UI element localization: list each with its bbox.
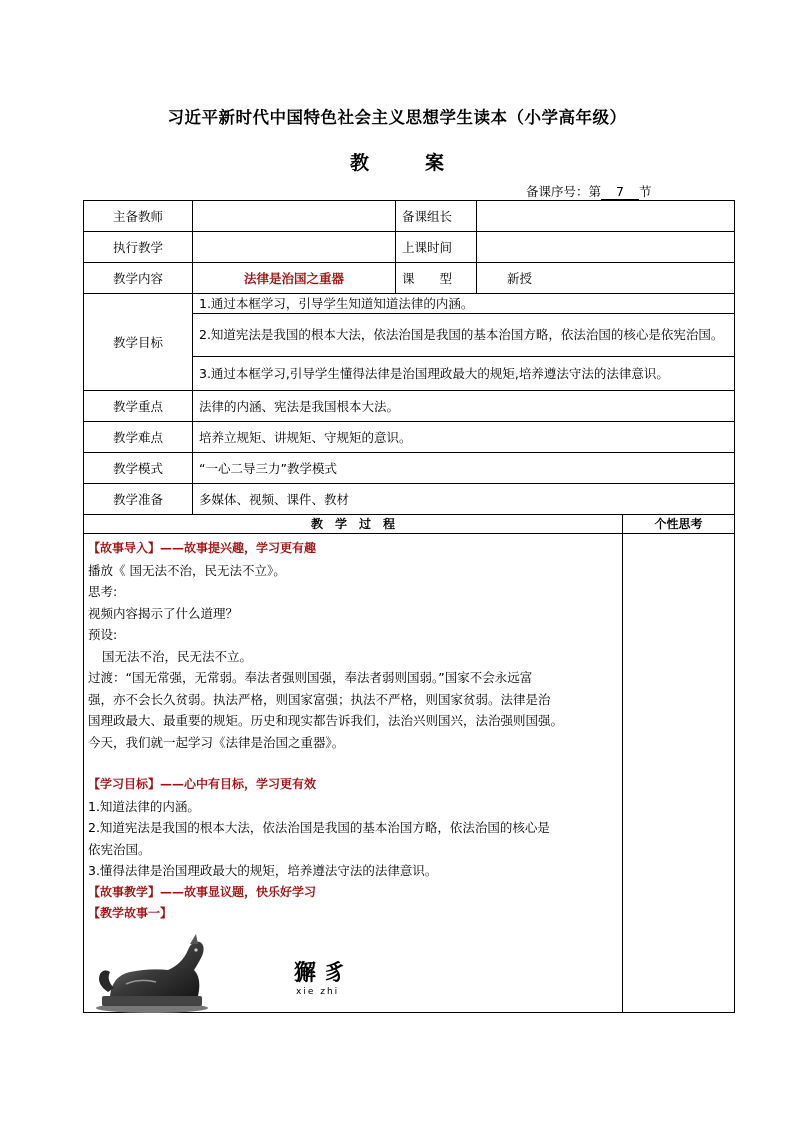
doc-title: 习近平新时代中国特色社会主义思想学生读本（小学高年级） <box>167 108 627 127</box>
section-story-one: 【教学故事一】 <box>88 906 173 920</box>
goals-label: 教学目标 <box>84 294 193 391</box>
text-line: 过渡：“国无常强，无常弱。奉法者强则国强，奉法者弱则国弱。”国家不会永远富 <box>88 670 533 685</box>
serial-number: 7 <box>601 185 639 200</box>
doc-subtitle <box>0 148 794 175</box>
text-line: 思考: <box>88 584 118 599</box>
process-head-char: 学 <box>334 517 347 531</box>
process-head-char: 程 <box>383 517 396 531</box>
lead-teacher-value <box>193 201 396 232</box>
section-story-teaching: 【故事教学】——故事显议题，快乐好学习 <box>88 884 317 899</box>
process-head-char: 过 <box>359 517 372 531</box>
reflection-header: 个性思考 <box>623 515 735 534</box>
text-line: 播放《 国无法不治，民无法不立》。 <box>88 562 286 578</box>
goal-item-3: 3.通过本框学习,引导学生懂得法律是治国理政最大的规矩,培养遵法守法的法律意识。 <box>193 356 735 390</box>
prep-label: 教学准备 <box>84 484 193 515</box>
content-label: 教学内容 <box>84 263 193 294</box>
text-line: 预设: <box>88 627 118 642</box>
subtitle-char-1: 教 <box>349 152 369 174</box>
xiezhi-hanzi: 獬豸 <box>294 961 355 986</box>
xiezhi-caption <box>294 956 354 997</box>
class-time-value <box>477 232 735 263</box>
exec-label: 执行教学 <box>84 232 193 263</box>
text-line: 国无法不治，民无法不立。 <box>102 648 253 664</box>
prep-value: 多媒体、视频、课件、教材 <box>193 484 735 515</box>
serial-suffix: 节 <box>639 184 652 199</box>
xiezhi-statue-image <box>90 934 210 1014</box>
text-line: 国理政最大、最重要的规矩。历史和现实都告诉我们，法治兴则国兴，法治强则国强。 <box>88 713 564 728</box>
class-time-label: 上课时间 <box>396 232 477 263</box>
xiezhi-pinyin: xie zhi <box>296 987 340 997</box>
section-learning-goals: 【学习目标】——心中有目标，学习更有效 <box>88 777 317 791</box>
goal-line: 3.懂得法律是治国理政最大的规矩，培养遵法守法的法律意识。 <box>88 863 438 878</box>
text-line: 今天，我们就一起学习《法律是治国之重器》。 <box>88 734 345 750</box>
process-table <box>83 514 735 1013</box>
difficulty-value: 培养立规矩、讲规矩、守规矩的意识。 <box>193 422 735 453</box>
difficulty-label: 教学难点 <box>84 422 193 453</box>
group-leader-value <box>477 201 735 232</box>
lead-teacher-label: 主备教师 <box>84 201 193 232</box>
content-value: 法律是治国之重器 <box>193 263 396 294</box>
process-head-char: 教 <box>310 517 323 531</box>
process-header <box>84 515 623 534</box>
process-content <box>84 534 623 1013</box>
section-story-intro: 【故事导入】——故事提兴趣，学习更有趣 <box>88 541 317 555</box>
lesson-meta-table <box>83 200 735 515</box>
reflection-content <box>623 534 735 1013</box>
group-leader-label: 备课组长 <box>396 201 477 232</box>
mode-label: 教学模式 <box>84 453 193 484</box>
exec-value <box>193 232 396 263</box>
goal-line: 1.知道法律的内涵。 <box>88 798 200 814</box>
serial-prefix: 备课序号：第 <box>526 184 602 199</box>
goal-item-2: 2.知道宪法是我国的根本大法，依法治国是我国的基本治国方略，依法治国的核心是依宪治国。 <box>193 313 735 356</box>
text-line: 视频内容揭示了什么道理？ <box>88 605 239 621</box>
mode-value: “一心二导三力”教学模式 <box>193 453 735 484</box>
goal-item-1: 1.通过本框学习，引导学生知道知道法律的内涵。 <box>193 294 735 314</box>
key-points-value: 法律的内涵、宪法是我国根本大法。 <box>193 391 735 422</box>
text-line: 强，亦不会长久贫弱。执法严格，则国家富强；执法不严格，则国家贫弱。法律是治 <box>88 691 551 707</box>
lesson-type-label: 课 型 <box>396 263 477 294</box>
goal-line: 2.知道宪法是我国的根本大法，依法治国是我国的基本治国方略，依法治国的核心是 <box>88 820 550 835</box>
key-points-label: 教学重点 <box>84 391 193 422</box>
lesson-type-value: 新授 <box>477 263 735 294</box>
lesson-serial <box>526 182 652 200</box>
goal-line: 依宪治国。 <box>88 841 151 857</box>
subtitle-char-2: 案 <box>425 152 445 174</box>
